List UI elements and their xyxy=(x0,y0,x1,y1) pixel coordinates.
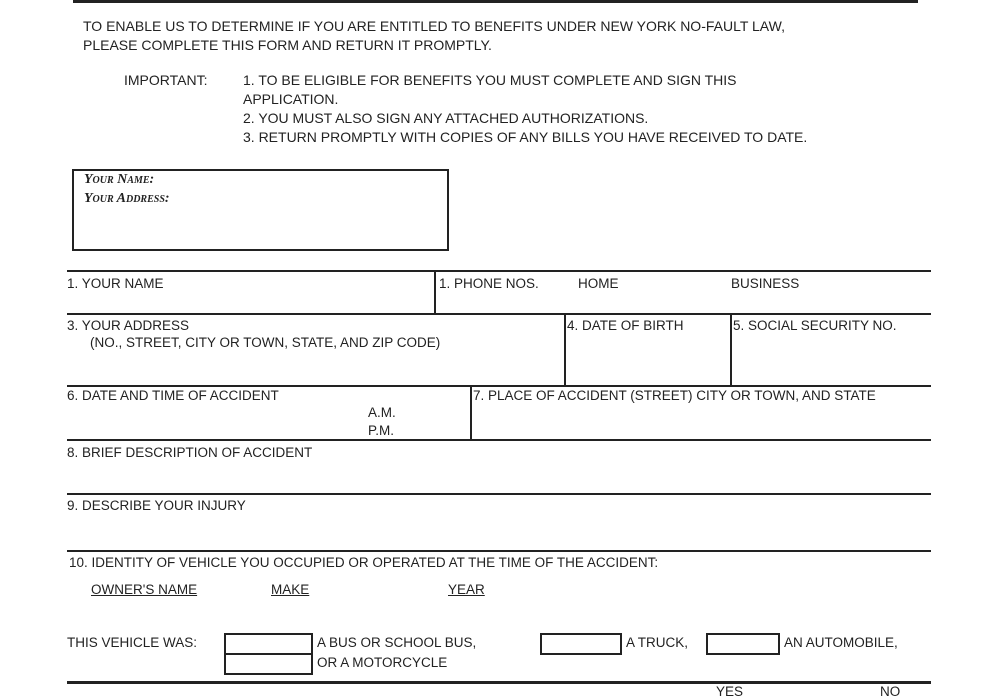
field-ssn[interactable]: 5. SOCIAL SECURITY NO. xyxy=(733,318,897,333)
field-your-name[interactable]: 1. YOUR NAME xyxy=(67,276,164,291)
automobile-label: AN AUTOMOBILE, xyxy=(784,635,898,650)
field-vehicle-identity: 10. IDENTITY OF VEHICLE YOU OCCUPIED OR OPERATED AT THE TIME OF THE ACCIDENT: xyxy=(69,555,659,570)
row-line xyxy=(67,439,931,441)
intro-line-2: PLEASE COMPLETE THIS FORM AND RETURN IT PROMPTLY. xyxy=(83,37,492,53)
bus-label: A BUS OR SCHOOL BUS, xyxy=(317,635,477,650)
vehicle-type-label: THIS VEHICLE WAS: xyxy=(67,635,198,650)
year-label: YEAR xyxy=(448,582,485,597)
field-date-of-birth[interactable]: 4. DATE OF BIRTH xyxy=(567,318,684,333)
field-phone[interactable]: 1. PHONE NOS. xyxy=(439,276,539,291)
field-your-address[interactable]: 3. YOUR ADDRESS xyxy=(67,318,190,333)
pm-option[interactable]: P.M. xyxy=(368,423,395,438)
no-column-header: NO xyxy=(880,684,901,699)
intro-line-1: TO ENABLE US TO DETERMINE IF YOU ARE ENTITLED TO BENEFITS UNDER NEW YORK NO-FAULT LAW, xyxy=(83,18,785,34)
important-label: IMPORTANT: xyxy=(124,72,208,88)
am-option[interactable]: A.M. xyxy=(368,405,396,420)
motorcycle-checkbox[interactable] xyxy=(224,653,313,675)
important-item-2: 2. YOU MUST ALSO SIGN ANY ATTACHED AUTHORIZATIONS. xyxy=(243,110,649,126)
bus-checkbox[interactable] xyxy=(224,633,313,655)
row-line xyxy=(67,313,931,315)
field-accident-datetime[interactable]: 6. DATE AND TIME OF ACCIDENT xyxy=(67,388,279,403)
important-item-1-cont: APPLICATION. xyxy=(243,91,339,107)
field-accident-place[interactable]: 7. PLACE OF ACCIDENT (STREET) CITY OR TOWN, AND STATE xyxy=(473,388,876,403)
important-item-3: 3. RETURN PROMPTLY WITH COPIES OF ANY BILLS YOU HAVE RECEIVED TO DATE. xyxy=(243,129,808,145)
row-line xyxy=(67,681,931,684)
divider xyxy=(766,0,768,3)
truck-checkbox[interactable] xyxy=(540,633,622,655)
divider xyxy=(157,0,159,3)
divider xyxy=(916,0,918,3)
important-item-1: 1. TO BE ELIGIBLE FOR BENEFITS YOU MUST COMPLETE AND SIGN THIS xyxy=(243,72,737,88)
field-phone-home[interactable]: HOME xyxy=(578,276,619,291)
divider xyxy=(73,0,75,3)
divider xyxy=(605,0,607,3)
field-accident-description[interactable]: 8. BRIEF DESCRIPTION OF ACCIDENT xyxy=(67,445,313,460)
divider xyxy=(434,270,436,314)
divider xyxy=(730,313,732,386)
field-injury[interactable]: 9. DESCRIBE YOUR INJURY xyxy=(67,498,246,513)
truck-label: A TRUCK, xyxy=(626,635,689,650)
row-line xyxy=(67,550,931,552)
row-line xyxy=(67,385,931,387)
top-table-border xyxy=(73,0,918,3)
row-line xyxy=(67,493,931,495)
owner-name-label: OWNER'S NAME xyxy=(91,582,198,597)
your-name-label: Your Name: xyxy=(84,172,155,187)
row-line xyxy=(67,270,931,272)
divider xyxy=(470,385,472,440)
automobile-checkbox[interactable] xyxy=(706,633,780,655)
yes-column-header: YES xyxy=(716,684,744,699)
your-address-label: Your Address: xyxy=(84,191,170,206)
address-hint: (NO., STREET, CITY OR TOWN, STATE, AND ZIP CODE) xyxy=(90,335,441,350)
make-label: MAKE xyxy=(271,582,310,597)
motorcycle-label: OR A MOTORCYCLE xyxy=(317,655,448,670)
divider xyxy=(564,313,566,386)
divider xyxy=(364,0,366,3)
field-phone-business[interactable]: BUSINESS xyxy=(731,276,800,291)
